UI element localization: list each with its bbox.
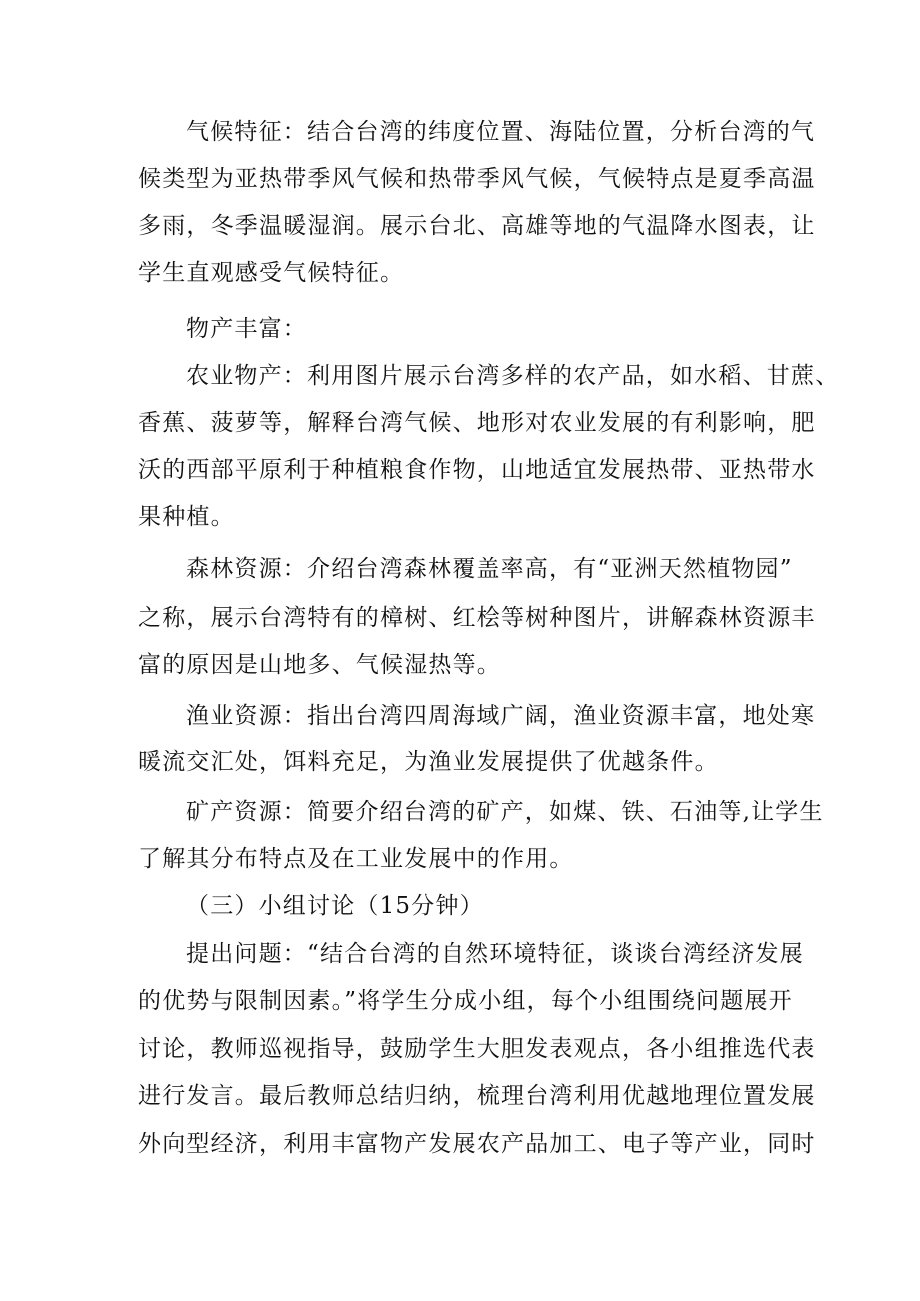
- agriculture-line-1: 农业物产：利用图片展示台湾多样的农产品，如水稻、甘蔗、: [186, 363, 840, 389]
- section-heading: （三）小组讨论（15分钟）: [186, 893, 484, 919]
- agriculture-line-2: 香蕉、菠萝等，解释台湾气候、地形对农业发展的有利影响，肥: [138, 410, 816, 436]
- products-intro-line: 物产丰富：: [186, 316, 307, 342]
- discussion-line-1: 提出问题：“结合台湾的自然环境特征，谈谈台湾经济发展: [186, 941, 804, 967]
- forest-line-1: 森林资源：介绍台湾森林覆盖率高，有“亚洲天然植物园”: [186, 556, 793, 582]
- climate-line-3: 多雨，冬季温暖湿润。展示台北、高雄等地的气温降水图表，让: [138, 213, 816, 239]
- climate-line-2: 候类型为亚热带季风气候和热带季风气候，气候特点是夏季高温: [138, 166, 816, 192]
- discussion-line-3: 讨论，教师巡视指导，鼓励学生大胆发表观点，各小组推选代表: [138, 1036, 816, 1062]
- agriculture-line-3: 沃的西部平原利于种植粮食作物，山地适宜发展热带、亚热带水: [138, 457, 816, 483]
- fishery-line-2: 暖流交汇处，饵料充足，为渔业发展提供了优越条件。: [138, 749, 719, 775]
- forest-line-2: 之称，展示台湾特有的樟树、红桧等树种图片，讲解森林资源丰: [138, 605, 816, 631]
- climate-line-1: 气候特征：结合台湾的纬度位置、海陆位置，分析台湾的气: [186, 119, 816, 145]
- discussion-line-2: 的优势与限制因素。”将学生分成小组，每个小组围绕问题展开: [138, 988, 793, 1014]
- mineral-line-2: 了解其分布特点及在工业发展中的作用。: [138, 846, 574, 872]
- forest-line-3: 富的原因是山地多、气候湿热等。: [138, 652, 501, 678]
- discussion-line-4: 进行发言。最后教师总结归纳，梳理台湾利用优越地理位置发展: [138, 1083, 816, 1109]
- mineral-line-1: 矿产资源：简要介绍台湾的矿产，如煤、铁、石油等,让学生: [186, 799, 824, 825]
- climate-line-4: 学生直观感受气候特征。: [138, 260, 405, 286]
- agriculture-line-4: 果种植。: [138, 504, 235, 530]
- fishery-line-1: 渔业资源：指出台湾四周海域广阔，渔业资源丰富，地处寒: [186, 703, 816, 729]
- discussion-line-5: 外向型经济，利用丰富物产发展农产品加工、电子等产业，同时: [138, 1131, 816, 1157]
